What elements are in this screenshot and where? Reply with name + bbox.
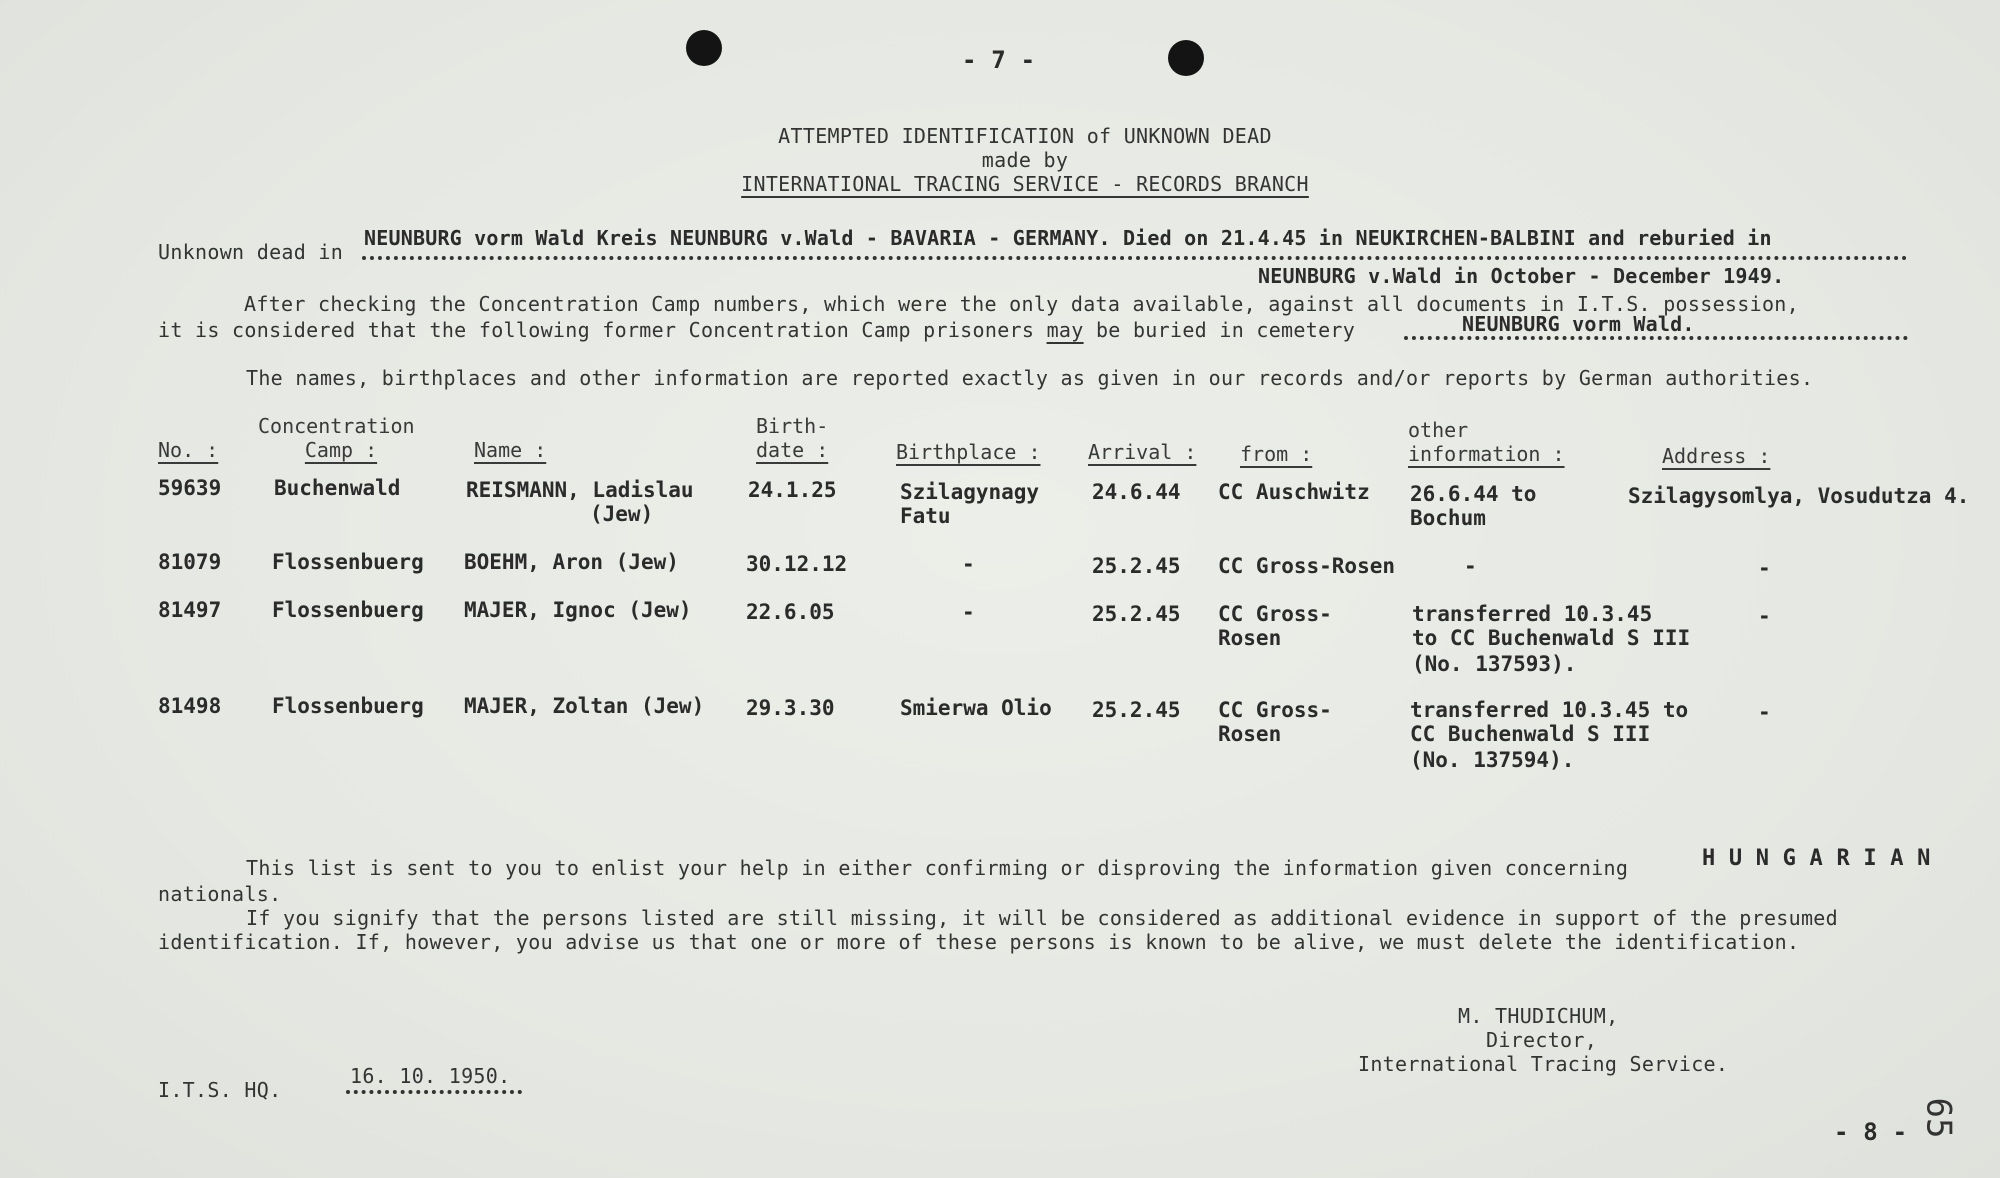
row1-no: 59639 [158,476,222,500]
intro-paragraph-2: The names, birthplaces and other information are reported exactly as given in our records and/or reports by German authorities. [246,366,1814,390]
unknown-dead-location: NEUNBURG vorm Wald Kreis NEUNBURG v.Wald - BAVARIA - GERMANY. Died on 21.4.45 in NEUKIRCHEN-BALBINI and reburied in [364,226,1772,250]
row2-no: 81079 [158,550,222,574]
row1-camp: Buchenwald [274,476,401,500]
signature-title: Director, [1486,1028,1598,1052]
punch-hole-right [1168,40,1204,76]
cemetery-name: NEUNBURG vorm Wald. [1462,312,1695,336]
row4-from-2: Rosen [1218,722,1282,746]
closing-paragraph-1-line1: This list is sent to you to enlist your help in either confirming or disproving the information given concerning [246,856,1629,880]
header-camp: Camp : [304,438,378,462]
header-address: Address : [1662,444,1771,468]
header-title: ATTEMPTED IDENTIFICATION of UNKNOWN DEAD [778,124,1272,148]
punch-hole-left [686,30,722,66]
row1-other: 26.6.44 to [1410,482,1537,506]
row4-other: transferred 10.3.45 to [1410,698,1689,722]
row1-other-2: Bochum [1410,506,1486,530]
signature-name: M. THUDICHUM, [1458,1004,1619,1028]
row1-birthdate: 24.1.25 [748,478,837,502]
row4-birthdate: 29.3.30 [746,696,835,720]
footer-place: I.T.S. HQ. [158,1078,282,1102]
row3-from-2: Rosen [1218,626,1282,650]
row1-arrival: 24.6.44 [1092,480,1181,504]
row3-no: 81497 [158,598,222,622]
row2-arrival: 25.2.45 [1092,554,1181,578]
intro-paragraph-line2: it is considered that the following former Concentration Camp prisoners may be buried in cemetery [158,318,1356,342]
row4-name: MAJER, Zoltan (Jew) [464,694,705,718]
row4-birthplace: Smierwa Olio [900,696,1052,720]
header-name: Name : [474,438,547,462]
row1-birthplace: Szilagynagy [900,480,1040,504]
header-made-by: made by [981,148,1069,172]
row2-address: - [1758,556,1771,580]
row3-other-3: (No. 137593). [1412,652,1577,676]
row2-birthdate: 30.12.12 [746,552,848,576]
header-arrival: Arrival : [1088,440,1197,464]
row3-birthdate: 22.6.05 [746,600,835,624]
row4-no: 81498 [158,694,222,718]
row4-other-3: (No. 137594). [1410,748,1575,772]
unknown-dead-label: Unknown dead in [158,240,344,264]
row4-from: CC Gross- [1218,698,1332,722]
row4-arrival: 25.2.45 [1092,698,1181,722]
row3-address: - [1758,604,1771,628]
row3-birthplace: - [962,600,975,624]
header-birthplace: Birthplace : [896,440,1041,464]
row3-other-2: to CC Buchenwald S III [1412,626,1691,650]
header-camp-top: Concentration [258,414,415,438]
dotted-line-2 [1404,336,1908,340]
closing-paragraph-2-line1: If you signify that the persons listed are still missing, it will be considered as additional evidence in support of the presumed [246,906,1838,930]
margin-stamp-number: 65 [1918,1097,1959,1139]
row1-name-2: (Jew) [590,502,654,526]
row3-camp: Flossenbuerg [272,598,424,622]
row1-birthplace-2: Fatu [900,504,951,528]
header-other-top: other [1408,418,1469,442]
header-other-info: information : [1408,442,1565,466]
row3-other: transferred 10.3.45 [1412,602,1653,626]
dotted-line-date [346,1090,522,1094]
row3-name: MAJER, Ignoc (Jew) [464,598,692,622]
closing-paragraph-2-line2: identification. If, however, you advise us that one or more of these persons is known to be alive, we must delete the identification. [158,930,1800,954]
closing-paragraph-1-line2: nationals. [158,882,282,906]
row3-from: CC Gross- [1218,602,1332,626]
signature-organization: International Tracing Service. [1358,1052,1729,1076]
row2-other: - [1464,554,1477,578]
row3-arrival: 25.2.45 [1092,602,1181,626]
header-no: No. : [158,438,219,462]
header-birthdate: date : [756,438,829,462]
row1-name: REISMANN, Ladislau [466,478,694,502]
row2-name: BOEHM, Aron (Jew) [464,550,679,574]
intro-paragraph-line1: After checking the Concentration Camp numbers, which were the only data available, against all documents in I.T.S. possession, [244,292,1799,316]
page-number-bottom: - 8 - [1834,1118,1908,1146]
header-from: from : [1240,442,1313,466]
row2-from: CC Gross-Rosen [1218,554,1396,578]
row4-address: - [1758,700,1771,724]
row2-birthplace: - [962,552,975,576]
row2-camp: Flossenbuerg [272,550,424,574]
page-number-top: - 7 - [962,46,1036,74]
header-birth-top: Birth- [756,414,829,438]
row4-camp: Flossenbuerg [272,694,424,718]
footer-date: 16. 10. 1950. [350,1064,511,1088]
unknown-dead-reburial: NEUNBURG v.Wald in October - December 1949. [1258,264,1785,288]
row1-from: CC Auschwitz [1218,480,1370,504]
header-organization: INTERNATIONAL TRACING SERVICE - RECORDS BRANCH [741,172,1309,196]
row4-other-2: CC Buchenwald S III [1410,722,1651,746]
row1-address: Szilagysomlya, Vosudutza 4. [1628,484,1970,508]
dotted-line-1 [362,256,1908,260]
nationality: H U N G A R I A N [1702,846,1931,871]
